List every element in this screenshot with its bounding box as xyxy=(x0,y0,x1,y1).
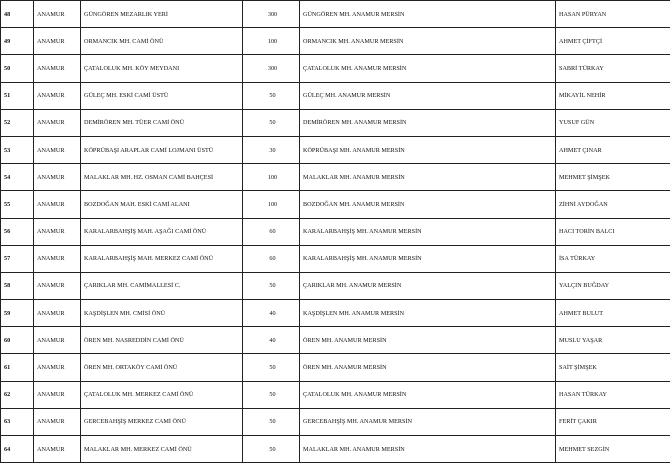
district-cell: ANAMUR xyxy=(34,300,81,327)
person-cell: HASAN TÜRKAY xyxy=(556,381,670,408)
person-cell: MİKAYİL NEHİR xyxy=(556,82,670,109)
table-row xyxy=(1,1,670,28)
address-cell: KARALARBAHŞİŞ MH. ANAMUR MERSİN xyxy=(300,245,556,272)
address-cell: BOZDOĞAN MH. ANAMUR MERSİN xyxy=(300,191,556,218)
amount-cell: 100 xyxy=(243,191,300,218)
address-cell: ÇATALOLUK MH. ANAMUR MERSİN xyxy=(300,381,556,408)
person-cell: MEHMET ŞİMŞEK xyxy=(556,164,670,191)
person-cell: MEHMET SEZGİN xyxy=(556,436,670,463)
person-cell: SAİT ŞİMŞEK xyxy=(556,354,670,381)
address-cell: GERCEBAHŞİŞ MH. ANAMUR MERSİN xyxy=(300,408,556,435)
row-number: 61 xyxy=(1,354,34,381)
table-row xyxy=(1,436,670,463)
row-number: 62 xyxy=(1,381,34,408)
person-cell: İSA TÜRKAY xyxy=(556,245,670,272)
address-cell: GÜNGÖREN MH. ANAMUR MERSİN xyxy=(300,1,556,28)
row-number: 49 xyxy=(1,28,34,55)
person-cell: MUSLU YAŞAR xyxy=(556,327,670,354)
table-row xyxy=(1,408,670,435)
table-row xyxy=(1,245,670,272)
person-cell: YUSUF GÜN xyxy=(556,109,670,136)
row-number: 51 xyxy=(1,82,34,109)
location-cell: ÇATALOLUK MH. KÖY MEYDANI xyxy=(81,55,243,82)
amount-cell: 60 xyxy=(243,245,300,272)
amount-cell: 100 xyxy=(243,164,300,191)
amount-cell: 100 xyxy=(243,28,300,55)
location-cell: KAŞDİŞLEN MH. CMİSİ ÖNÜ xyxy=(81,300,243,327)
person-cell: SABRİ TÜRKAY xyxy=(556,55,670,82)
amount-cell: 300 xyxy=(243,55,300,82)
amount-cell: 50 xyxy=(243,436,300,463)
row-number: 52 xyxy=(1,109,34,136)
address-cell: ÇATALOLUK MH. ANAMUR MERSİN xyxy=(300,55,556,82)
person-cell: ZİHNİ AYDOĞAN xyxy=(556,191,670,218)
district-cell: ANAMUR xyxy=(34,245,81,272)
district-cell: ANAMUR xyxy=(34,327,81,354)
location-cell: ORMANCIK MH. CAMİ ÖNÜ xyxy=(81,28,243,55)
amount-cell: 50 xyxy=(243,272,300,299)
table-row xyxy=(1,136,670,163)
district-cell: ANAMUR xyxy=(34,436,81,463)
person-cell: AHMET ÇİFTÇİ xyxy=(556,28,670,55)
table-row xyxy=(1,354,670,381)
district-cell: ANAMUR xyxy=(34,136,81,163)
row-number: 63 xyxy=(1,408,34,435)
location-cell: GERCEBAHŞİŞ MERKEZ CAMİ ÖNÜ xyxy=(81,408,243,435)
district-cell: ANAMUR xyxy=(34,55,81,82)
address-cell: KARALARBAHŞİŞ MH. ANAMUR MERSİN xyxy=(300,218,556,245)
row-number: 60 xyxy=(1,327,34,354)
address-cell: ÖREN MH. ANAMUR MERSİN xyxy=(300,327,556,354)
row-number: 50 xyxy=(1,55,34,82)
person-cell: HASAN PÜRYAN xyxy=(556,1,670,28)
location-cell: GÜNGÖREN MEZARLIK YERİ xyxy=(81,1,243,28)
location-cell: ÖREN MH. NASREDDİN CAMİ ÖNÜ xyxy=(81,327,243,354)
location-cell: KÖPRÜBAŞI ARAPLAR CAMİ LOJMANI ÜSTÜ xyxy=(81,136,243,163)
location-cell: ÇATALOLUK MH. MERKEZ CAMİ ÖNÜ xyxy=(81,381,243,408)
row-number: 53 xyxy=(1,136,34,163)
table-row xyxy=(1,164,670,191)
district-cell: ANAMUR xyxy=(34,354,81,381)
table-row xyxy=(1,109,670,136)
address-cell: ORMANCIK MH. ANAMUR MERSİN xyxy=(300,28,556,55)
amount-cell: 50 xyxy=(243,354,300,381)
table-row xyxy=(1,218,670,245)
table-row xyxy=(1,300,670,327)
row-number: 59 xyxy=(1,300,34,327)
person-cell: AHMET BULUT xyxy=(556,300,670,327)
amount-cell: 300 xyxy=(243,1,300,28)
location-cell: MALAKLAR MH. HZ. OSMAN CAMİ BAHÇESİ xyxy=(81,164,243,191)
person-cell: FERİT ÇAKIR xyxy=(556,408,670,435)
amount-cell: 40 xyxy=(243,300,300,327)
person-cell: YALÇIN BUĞDAY xyxy=(556,272,670,299)
address-cell: ÖREN MH. ANAMUR MERSİN xyxy=(300,354,556,381)
amount-cell: 50 xyxy=(243,82,300,109)
person-cell: HACI TORİN BALCI xyxy=(556,218,670,245)
row-number: 48 xyxy=(1,1,34,28)
location-cell: BOZDOĞAN MAH. ESKİ CAMİ ALANI xyxy=(81,191,243,218)
amount-cell: 60 xyxy=(243,218,300,245)
address-cell: DEMİRÖREN MH. ANAMUR MERSİN xyxy=(300,109,556,136)
row-number: 54 xyxy=(1,164,34,191)
district-cell: ANAMUR xyxy=(34,82,81,109)
location-cell: MALAKLAR MH. MERKEZ CAMİ ÖNÜ xyxy=(81,436,243,463)
district-cell: ANAMUR xyxy=(34,218,81,245)
location-cell: DEMİRÖREN MH. TÜER CAMİ ÖNÜ xyxy=(81,109,243,136)
amount-cell: 50 xyxy=(243,408,300,435)
district-cell: ANAMUR xyxy=(34,1,81,28)
address-cell: GÜLEÇ MH. ANAMUR MERSİN xyxy=(300,82,556,109)
table-row xyxy=(1,327,670,354)
address-cell: ÇARIKLAR MH. ANAMUR MERSİN xyxy=(300,272,556,299)
district-cell: ANAMUR xyxy=(34,191,81,218)
address-cell: MALAKLAR MH. ANAMUR MERSİN xyxy=(300,164,556,191)
table-row xyxy=(1,28,670,55)
district-cell: ANAMUR xyxy=(34,408,81,435)
amount-cell: 30 xyxy=(243,136,300,163)
row-number: 57 xyxy=(1,245,34,272)
district-cell: ANAMUR xyxy=(34,109,81,136)
location-cell: GÜLEÇ MH. ESKİ CAMİ ÜSTÜ xyxy=(81,82,243,109)
address-cell: KAŞDİŞLEN MH. ANAMUR MERSİN xyxy=(300,300,556,327)
row-number: 55 xyxy=(1,191,34,218)
location-cell: ÇARIKLAR MH. CAMİMALLESİ C. xyxy=(81,272,243,299)
amount-cell: 50 xyxy=(243,109,300,136)
table-row xyxy=(1,191,670,218)
table-row xyxy=(1,55,670,82)
row-number: 58 xyxy=(1,272,34,299)
table-row xyxy=(1,381,670,408)
amount-cell: 50 xyxy=(243,381,300,408)
district-cell: ANAMUR xyxy=(34,164,81,191)
district-cell: ANAMUR xyxy=(34,272,81,299)
table-row xyxy=(1,82,670,109)
address-cell: KÖPRÜBAŞI MH. ANAMUR MERSİN xyxy=(300,136,556,163)
amount-cell: 40 xyxy=(243,327,300,354)
location-cell: KARALARBAHŞİŞ MAH. MERKEZ CAMİ ÖNÜ xyxy=(81,245,243,272)
address-cell: MALAKLAR MH. ANAMUR MERSİN xyxy=(300,436,556,463)
records-table-body xyxy=(1,1,670,463)
district-cell: ANAMUR xyxy=(34,381,81,408)
row-number: 56 xyxy=(1,218,34,245)
row-number: 64 xyxy=(1,436,34,463)
district-cell: ANAMUR xyxy=(34,28,81,55)
table-row xyxy=(1,272,670,299)
location-cell: ÖREN MH. ORTAKÖY CAMİ ÖNÜ xyxy=(81,354,243,381)
person-cell: AHMET ÇINAR xyxy=(556,136,670,163)
location-cell: KARALARBAHŞİŞ MAH. AŞAĞI CAMİ ÖNÜ xyxy=(81,218,243,245)
